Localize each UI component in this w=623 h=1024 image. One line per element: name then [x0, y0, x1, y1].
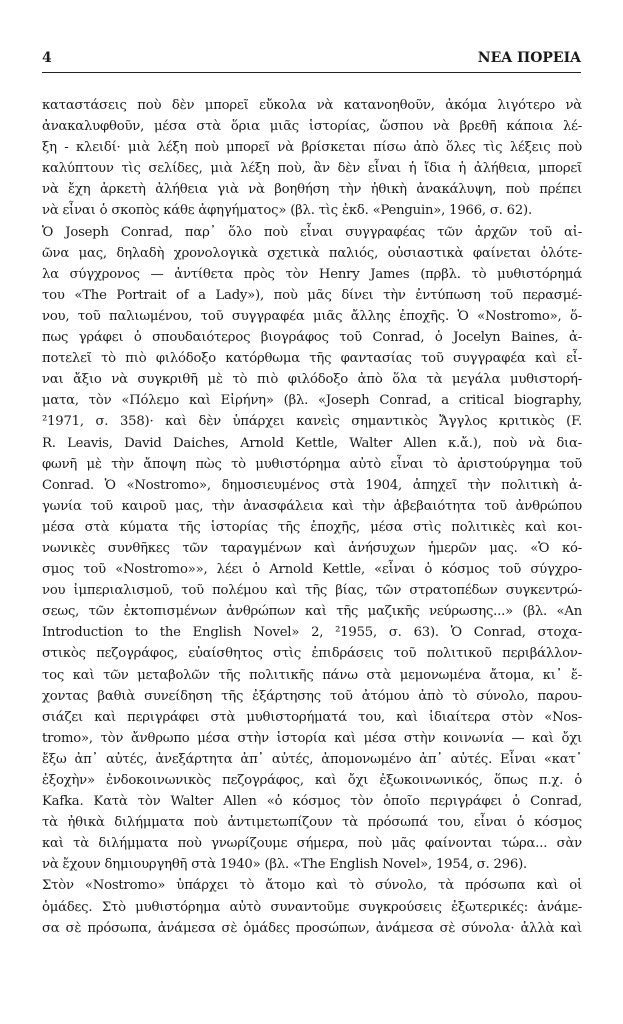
text-line: νὰ ἔχουν δημιουργηθῆ στὰ 1940» (βλ. «The English Novel», 1954, σ. 296).: [42, 857, 528, 873]
text-line: νου, τοῦ παλιωμένου, τοῦ συγγραφέα μιᾶς ἄλλης ἐποχῆς. Ὁ «Nostromo», ὅ-: [42, 308, 582, 324]
text-line: tromo», τὸν ἄνθρωπο μέσα στὴν ἱστορία καὶ μέσα στὴν κοινωνία — καὶ ὄχι: [42, 730, 582, 746]
text-line: Conrad. Ὁ «Nostromo», δημοσιευμένος στὰ 1904, ἀπηχεῖ τὴν πολιτικὴ ἀ-: [42, 477, 582, 493]
text-line: ἐξοχὴν» ἐνδοκοινωνικὸς πεζογράφος, καὶ ὄχι ἐξωκοινωνικός, ὅπως π.χ. ὁ: [42, 773, 582, 788]
text-line: νωνικὲς συνθῆκες τῶν ταραγμένων καὶ ἀνήσυχων ἡμερῶν μας. «Ὁ κό-: [42, 540, 582, 556]
text-line: ποτελεῖ τὸ πιὸ φιλόδοξο κατόρθωμα τῆς φαντασίας τοῦ συγγραφέα καὶ εἶ-: [42, 351, 582, 367]
text-line: καλύπτουν τὶς σελίδες, μιὰ λέξη ποὺ, ἂν δὲν εἶναι ἡ ἴδια ἡ ἀλήθεια, μπορεῖ: [42, 161, 582, 177]
text-line: ἔξω ἀπ᾽ αὐτές, ἀνεξάρτητα ἀπ᾽ αὐτές, ἀπομονωμένο ἀπ᾽ αὐτές. Εἶναι «κατ᾽: [42, 751, 582, 767]
text-line: ματα, τὸν «Πόλεμο καὶ Εἰρήνη» (βλ. «Joseph Conrad, a critical biography,: [42, 393, 582, 409]
text-line: στικὸς πεζογράφος, εὐαίσθητος στὶς ἐπιδράσεις τοῦ πολιτικοῦ περιβάλλον-: [42, 646, 582, 662]
text-line: φωνῆ μὲ τὴν ἄποψη πὼς τὸ μυθιστόρημα αὐτὸ εἶναι τὸ ἀριστούργημα τοῦ: [42, 456, 582, 472]
page-header: [42, 50, 581, 66]
text-line: γωνία τοῦ καιροῦ μας, τὴν ἀνασφάλεια καὶ τὴν ἀβεβαιότητα τοῦ ἀνθρώπου: [42, 498, 582, 514]
text-line: χοντας βαθιὰ συνείδηση τῆς ἐξάρτησης τοῦ ἀτόμου ἀπὸ τὸ σύνολο, παρου-: [42, 688, 582, 704]
text-line: τὰ ἠθικὰ διλήμματα ποὺ ἀντιμετωπίζουν τὰ πρόσωπά του, εἶναι ὁ κόσμος: [42, 815, 582, 831]
text-line: ῶνα μας, δηλαδὴ χρονολογικὰ σχετικὰ παλιός, οὐσιαστικὰ φαίνεται ὁλότε-: [42, 245, 582, 261]
text-line: τος καὶ τῶν μεταβολῶν τῆς πολιτικῆς πάνω στὰ μεμονωμένα ἄτομα, κι᾽ ἔ-: [42, 667, 582, 683]
text-line: ὁμάδες. Στὸ μυθιστόρημα αὐτὸ συναντοῦμε συγκρούσεις ἐξωτερικές: ἀνάμε-: [42, 899, 582, 915]
text-line: Ὁ Joseph Conrad, παρ᾽ ὅλο ποὺ εἶναι συγγραφέας τῶν ἀρχῶν τοῦ αἰ-: [42, 224, 582, 240]
text-line: σιάζει καὶ περιγράφει στὰ μυθιστορήματά του, καὶ ἰδιαίτερα στὸν «Nos-: [42, 709, 582, 725]
text-line: R. Leavis, David Daiches, Arnold Kettle, Walter Allen κ.ἄ.), ποὺ νὰ δια-: [42, 435, 582, 451]
text-line: πως γράφει ὁ σπουδαιότερος βιογράφος τοῦ Conrad, ὁ Jocelyn Baines, ἀ-: [42, 330, 582, 346]
text-line: ²1971, σ. 358)· καὶ δὲν ὑπάρχει κανεὶς σημαντικὸς Ἄγγλος κριτικὸς (F.: [42, 414, 582, 430]
page-number: 4: [42, 50, 52, 66]
text-line: Introduction to the English Novel» 2, ²1955, σ. 63). Ὁ Conrad, στοχα-: [42, 625, 582, 641]
text-line: νου ἰμπεριαλισμοῦ, τοῦ πολέμου καὶ τῆς βίας, τῶν στρατοπέδων συγκεντρώ-: [42, 583, 582, 599]
header-rule: [42, 72, 581, 73]
text-line: Kafka. Κατὰ τὸν Walter Allen «ὁ κόσμος τὸν ὁποῖο περιγράφει ὁ Conrad,: [42, 794, 582, 810]
text-line: Στὸν «Nostromo» ὑπάρχει τὸ ἄτομο καὶ τὸ σύνολο, τὰ πρόσωπα καὶ οἱ: [42, 878, 582, 894]
text-line: σα σὲ πρόσωπα, ἀνάμεσα σὲ ὁμάδες προσώπων, ἀνάμεσα σὲ σύνολα· ἀλλὰ καὶ: [42, 920, 582, 936]
text-line: του «The Portrait of a Lady»), ποὺ μᾶς δίνει τὴν ἐντύπωση τοῦ περασμέ-: [42, 287, 582, 303]
text-line: νὰ εἶναι ὁ σκοπὸς κάθε ἀφηγήματος» (βλ. τὶς ἐκδ. «Penguin», 1966, σ. 62).: [42, 203, 532, 219]
text-line: καταστάσεις ποὺ δὲν μπορεῖ εὔκολα νὰ κατανοηθοῦν, ἀκόμα λιγότερο νὰ: [42, 98, 582, 113]
text-line: σεως, τῶν ἐκτοπισμένων ἀνθρώπων καὶ τῆς μαζικῆς νεύρωσης...» (βλ. «An: [42, 604, 582, 620]
text-line: ἀνακαλυφθοῦν, μέσα στὰ ὅρια μιᾶς ἱστορίας, ὥσπου νὰ βρεθῆ κάποια λέ-: [42, 119, 582, 135]
text-line: μέσα στὰ κύματα τῆς ἱστορίας τῆς ἐποχῆς, μέσα στὶς πολιτικὲς καὶ κοι-: [42, 519, 582, 535]
body-text: [42, 95, 582, 939]
text-line: νὰ ἔχη ἀρκετὴ ἀλήθεια γιὰ νὰ βοηθήση τὴν ἠθικὴ ἀνακάλυψη, ποὺ πρέπει: [42, 182, 582, 198]
text-line: σμος τοῦ «Nostromo»», λέει ὁ Arnold Kettle, «εἶναι ὁ κόσμος τοῦ σύγχρο-: [42, 562, 582, 578]
text-line: ξη - κλειδί· μιὰ λέξη ποὺ μπορεῖ νὰ βρίσκεται πίσω ἀπὸ ὅλες τὶς λέξεις ποὺ: [42, 140, 582, 156]
text-line: ναι ἄξιο νὰ συγκριθῆ μὲ τὸ πιὸ φιλόδοξο ἀπὸ ὅλα τὰ μεγάλα μυθιστορή-: [42, 372, 582, 388]
text-line: καὶ τὰ διλήμματα ποὺ γνωρίζουμε σήμερα, ποὺ μᾶς φαίνονται τώρα... σὰν: [42, 836, 582, 852]
running-title: ΝΕΑ ΠΟΡΕΙΑ: [477, 50, 581, 66]
text-line: λα σύγχρονος — ἀντίθετα πρὸς τὸν Henry James (πρβλ. τὸ μυθιστόρημά: [42, 266, 582, 282]
